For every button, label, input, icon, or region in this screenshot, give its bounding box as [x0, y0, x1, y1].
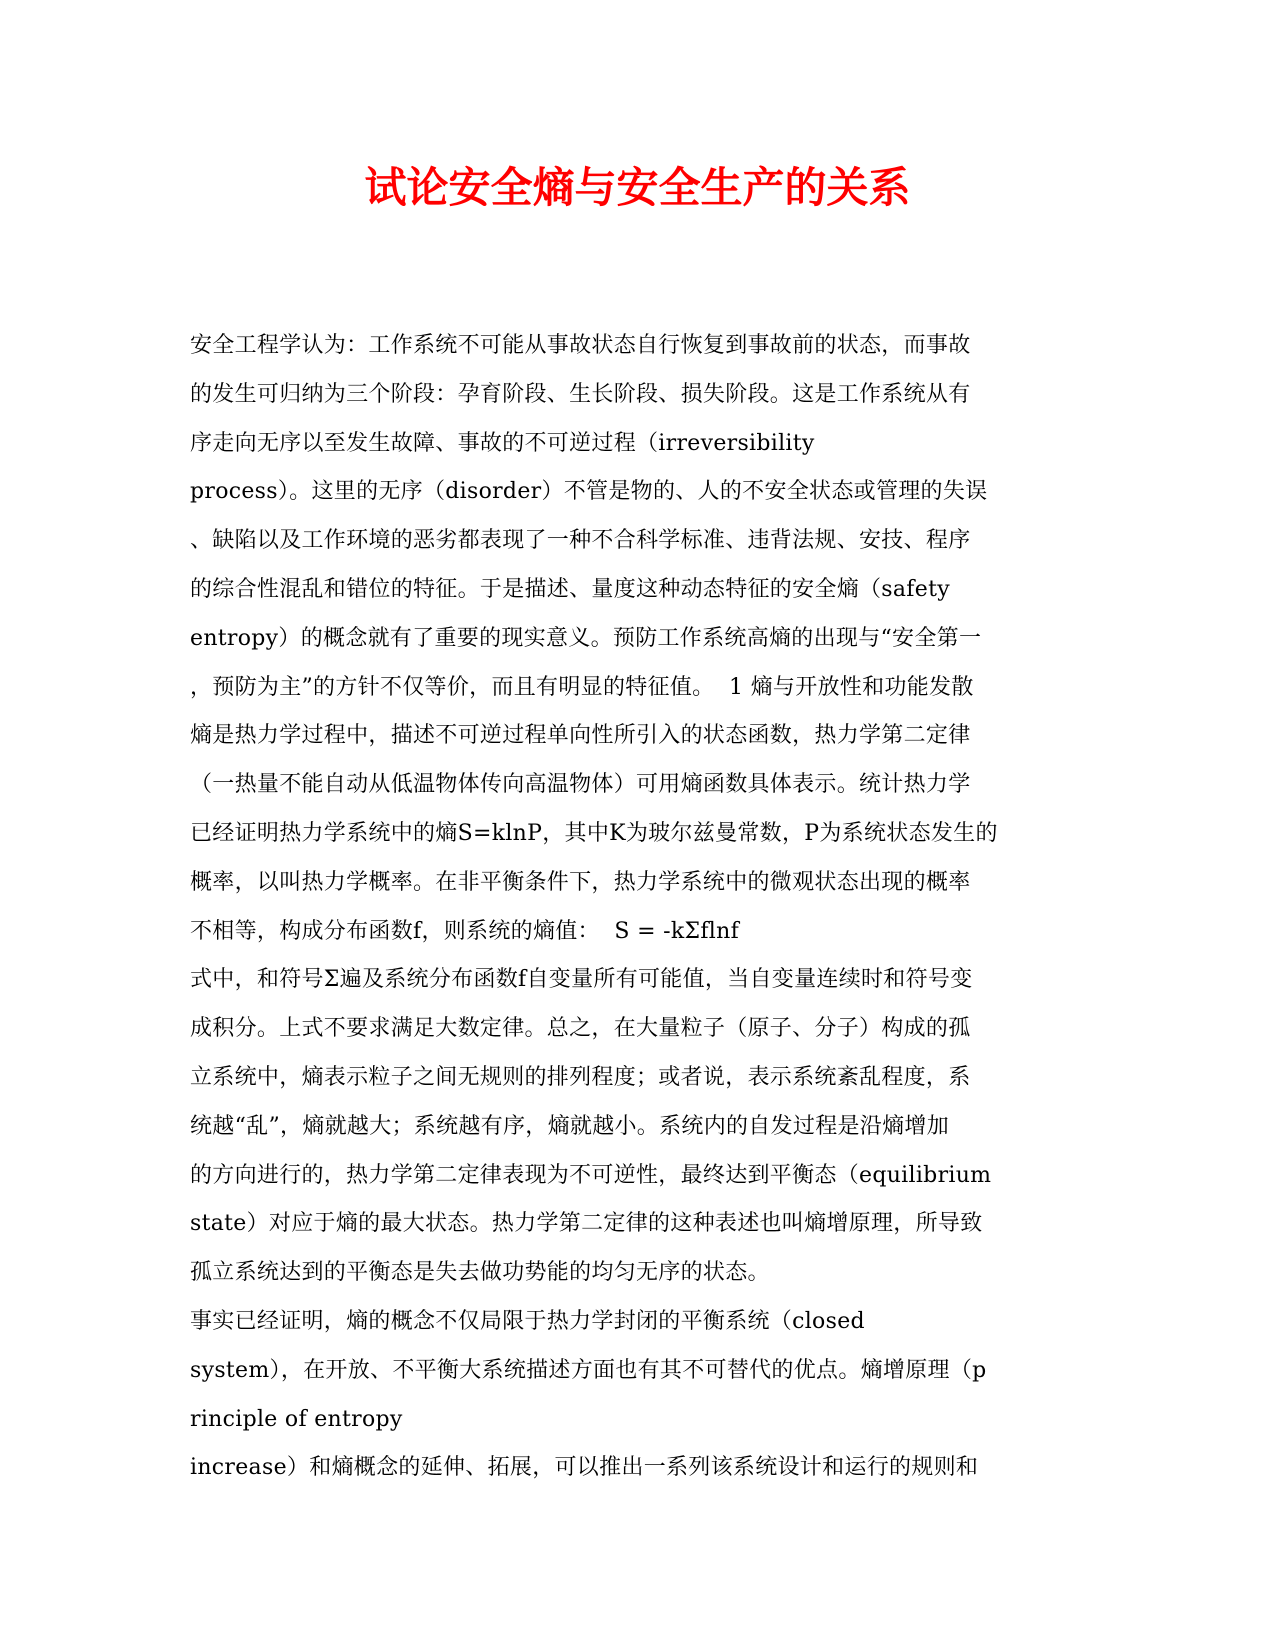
- body-line: 式中，和符号Σ遍及系统分布函数f自变量所有可能值，当自变量连续时和符号变: [190, 967, 973, 993]
- body-line: rinciple of entropy: [190, 1406, 403, 1432]
- body-line: （一热量不能自动从低温物体传向高温物体）可用熵函数具体表示。统计热力学: [190, 772, 971, 798]
- body-line: 安全工程学认为：工作系统不可能从事故状态自行恢复到事故前的状态，而事故: [190, 333, 971, 358]
- body-line: increase）和熵概念的延伸、拓展，可以推出一系列该系统设计和运行的规则和: [190, 1455, 979, 1481]
- body-line: 不相等，构成分布函数f，则系统的熵值： S = -kΣflnf: [190, 918, 740, 944]
- body-line: 的方向进行的，热力学第二定律表现为不可逆性，最终达到平衡态（equilibrium: [190, 1162, 992, 1188]
- document-title: 试论安全熵与安全生产的关系: [364, 163, 911, 212]
- document-body: [190, 322, 1090, 1493]
- body-line: 概率，以叫热力学概率。在非平衡条件下，热力学系统中的微观状态出现的概率: [190, 869, 971, 895]
- body-line: 、缺陷以及工作环境的恶劣都表现了一种不合科学标准、违背法规、安技、程序: [190, 528, 971, 554]
- body-line: 的发生可归纳为三个阶段：孕育阶段、生长阶段、损失阶段。这是工作系统从有: [190, 381, 971, 407]
- body-line: 已经证明热力学系统中的熵S=klnP，其中K为玻尔兹曼常数，P为系统状态发生的: [190, 820, 998, 846]
- body-line: 孤立系统达到的平衡态是失去做功势能的均匀无序的状态。: [190, 1260, 770, 1286]
- body-line: 成积分。上式不要求满足大数定律。总之，在大量粒子（原子、分子）构成的孤: [190, 1016, 971, 1042]
- body-line: state）对应于熵的最大状态。热力学第二定律的这种表述也叫熵增原理，所导致: [190, 1211, 983, 1237]
- body-line: 统越“乱”，熵就越大；系统越有序，熵就越小。系统内的自发过程是沿熵增加: [190, 1113, 949, 1139]
- body-line: system），在开放、不平衡大系统描述方面也有其不可替代的优点。熵增原理（p: [190, 1357, 987, 1383]
- body-line: 立系统中，熵表示粒子之间无规则的排列程度；或者说，表示系统紊乱程度，系: [190, 1064, 971, 1090]
- body-line: ，预防为主”的方针不仅等价，而且有明显的特征值。 1 熵与开放性和功能发散: [190, 674, 974, 700]
- body-line: 事实已经证明，熵的概念不仅局限于热力学封闭的平衡系统（closed: [190, 1308, 865, 1334]
- body-line: 序走向无序以至发生故障、事故的不可逆过程（irreversibility: [190, 430, 815, 456]
- body-line: 的综合性混乱和错位的特征。于是描述、量度这种动态特征的安全熵（safety: [190, 576, 950, 602]
- body-line: 熵是热力学过程中，描述不可逆过程单向性所引入的状态函数，热力学第二定律: [190, 723, 971, 749]
- body-line: process）。这里的无序（disorder）不管是物的、人的不安全状态或管理的失误: [190, 479, 988, 505]
- body-line: entropy）的概念就有了重要的现实意义。预防工作系统高熵的出现与“安全第一: [190, 625, 982, 651]
